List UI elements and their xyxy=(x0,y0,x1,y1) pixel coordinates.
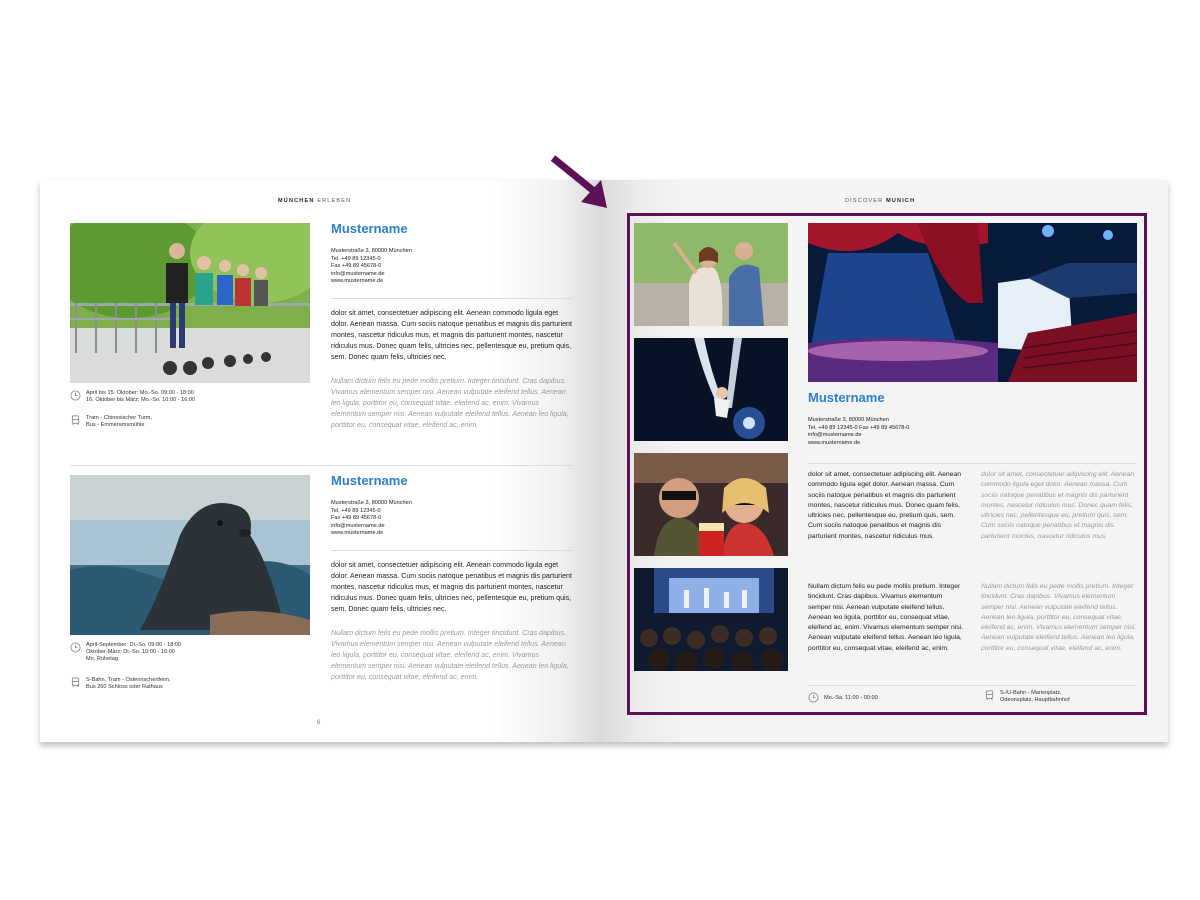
transport-line: S-Bahn, Tram - Ostenrischenfeim, xyxy=(86,677,171,683)
fax-line: Fax +49 89 45678-0 xyxy=(331,263,382,269)
sea-lion-photo xyxy=(70,475,310,635)
right-running-head xyxy=(845,198,915,204)
column-2-italic-2: Nullam dictum felis eu pede mollis pretium. Integer tincidunt. Cras dapibus. Vivamus elementum semper nisi. Aenean vulputate eleifend tellus. Aenean leo ligula, porttitor eu, consequat vitae, eleifend ac, enim. Vivamus elementum semper nisi. Aenean vulputate eleifend tellus. Aenean leo ligula, porttitor eu, consequat vitae, eleifend ac, enim. xyxy=(981,583,1137,652)
left-page xyxy=(40,180,604,742)
divider xyxy=(331,550,573,551)
entry-italic-text: Nullam dictum felis eu pede mollis pretium. Integer tincidunt. Cras dapibus. Vivamus elementum semper nisi. Aenean vulputate eleifend tellus. Aenean leo ligula, porttitor eu, consequat vitae, eleifend ac, enim. Vivamus elementum semper nisi. Aenean vulputate eleifend tellus. Aenean leo ligula, porttitor eu, consequat vitae, eleifend ac, enim. xyxy=(331,377,569,429)
column-1-body: dolor sit amet, consectetuer adipiscing elit. Aenean commodo ligula eget dolor. Aenean massa. Cum sociis natoque penatibus et magnis dis parturient montes, nascetur ridiculus mus. Donec quam felis, ultricies nec, pellentesque eu, pretium quis, sem. Cum sociis natoque penatibus et magnis dis parturient montes, nascetur ridiculus mus. xyxy=(808,471,962,540)
hours-line: April bis 15. Oktober: Mo.-So. 09:00 - 18:00 xyxy=(86,390,194,396)
entry-body-text: dolor sit amet, consectetuer adipiscing elit. Aenean commodo ligula eget dolor. Aenean massa. Cum sociis natoque penatibus et magnis dis parturient montes, nascetur ridiculus mus, et magnis dis parturient montes, nascetur ridiculus mus. Donec quam felis, ultricies nec, pellentesque eu, pretium quis, sem. Donec quam felis, ultricies nec. xyxy=(331,309,572,361)
entry-title: Mustername xyxy=(331,473,408,488)
highlight-frame xyxy=(627,213,1147,715)
segway-tour-photo xyxy=(70,223,310,383)
column-2-italic: dolor sit amet, consectetuer adipiscing elit. Aenean commodo ligula eget dolor. Aenean massa. Cum sociis natoque penatibus et magnis dis parturient montes, nascetur ridiculus mus. Donec quam felis, ultricies nec, pellentesque eu, pretium quis, sem. Cum sociis natoque penatibus et magnis dis parturient montes, nascetur ridiculus mus. xyxy=(981,471,1135,540)
column-1-body-2: Nullam dictum felis eu pede mollis pretium. Integer tincidunt. Cras dapibus. Vivamus elementum semper nisi. Aenean vulputate eleifend tellus. Aenean leo ligula, porttitor eu, consequat vitae, eleifend ac, enim. Vivamus elementum semper nisi. Aenean vulputate eleifend tellus. Aenean leo ligula, porttitor eu, consequat vitae, eleifend ac, enim. xyxy=(808,583,964,652)
running-head-bold: MÜNCHEN xyxy=(278,198,315,204)
tram-icon xyxy=(70,415,81,426)
divider xyxy=(331,298,573,299)
entry-title: Mustername xyxy=(331,221,408,236)
entry-address xyxy=(331,248,412,286)
address-line: Musterstraße 3, 80000 München xyxy=(331,500,412,506)
transport-text xyxy=(86,415,152,429)
website-line: www.mustername.de xyxy=(808,439,861,446)
phone-line: Tel. +49 89 12345-0 xyxy=(331,507,381,514)
hours-text xyxy=(86,642,181,663)
running-head-bold: MUNICH xyxy=(886,198,916,204)
transport-line: Bus 260 Schloss oder Rathaus xyxy=(86,684,163,690)
hours-line: Mo. Ruhetag xyxy=(86,656,119,662)
transport-line: Tram - Chinesischer Turm, xyxy=(86,415,152,421)
entry-body-text: dolor sit amet, consectetuer adipiscing elit. Aenean commodo ligula eget dolor. Aenean massa. Cum sociis natoque penatibus et magnis dis parturient montes, nascetur ridiculus mus, et magnis dis parturient montes, nascetur ridiculus mus. Donec quam felis, ultricies nec, pellentesque eu, pretium quis, sem. Donec quam felis, ultricies nec. xyxy=(331,561,572,613)
hours-text xyxy=(86,390,195,404)
clock-icon xyxy=(70,642,81,653)
hours-line: 16. Oktober bis März: Mo.-So. 10:00 - 16:00 xyxy=(86,397,196,403)
phone-line: Tel. +49 89 12345-0 xyxy=(331,255,381,262)
website-line: www.mustername.de xyxy=(331,530,384,536)
website-line: www.mustername.de xyxy=(331,278,384,284)
entry-address xyxy=(331,500,412,538)
email-line: info@mustername.de xyxy=(331,522,385,529)
clock-icon xyxy=(70,390,81,401)
fax-line: Fax +49 89 45678-0 xyxy=(331,515,382,521)
entry-italic-text: Nullam dictum felis eu pede mollis pretium. Integer tincidunt. Cras dapibus. Vivamus elementum semper nisi. Aenean vulputate eleifend tellus. Aenean leo ligula, porttitor eu, consequat vitae, eleifend ac, enim. Vivamus elementum semper nisi. Aenean vulputate eleifend tellus. Aenean leo ligula, porttitor eu, consequat vitae, eleifend ac, enim. xyxy=(331,629,569,681)
hours-line: Oktober-März: Di.-So. 10:00 - 16:00 xyxy=(86,649,175,655)
transport-line: S-/U-Bahn - Marienplatz, xyxy=(1000,690,1062,696)
running-head-text: ERLEBEN xyxy=(317,198,352,204)
arrow-down-right-icon xyxy=(545,150,615,212)
email-line: info@mustername.de xyxy=(808,432,862,438)
entry-title: Mustername xyxy=(808,390,885,405)
transport-line: Odeonsplatz, Hauptbahnhof xyxy=(1000,697,1070,703)
address-line: Musterstraße 3, 80000 München xyxy=(331,248,412,254)
tram-icon xyxy=(70,677,81,688)
address-line: Musterstraße 3, 80000 München xyxy=(808,417,889,423)
hours-line: April-September: Di.-So. 09:00 - 18:00 xyxy=(86,642,182,648)
running-head-text: DISCOVER xyxy=(845,198,884,204)
phone-fax-line: Tel. +49 89 12345-0 Fax +49 89 45678-0 xyxy=(808,424,910,431)
left-running-head xyxy=(278,198,351,204)
email-line: info@mustername.de xyxy=(331,270,385,277)
page-number: 6 xyxy=(317,720,321,726)
transport-line: Bus - Emmeramsmühle xyxy=(86,422,145,428)
section-divider xyxy=(70,465,573,466)
transport-text xyxy=(86,677,171,691)
hours-text: Mo.-Sa. 11:00 - 00:00 xyxy=(824,695,878,701)
